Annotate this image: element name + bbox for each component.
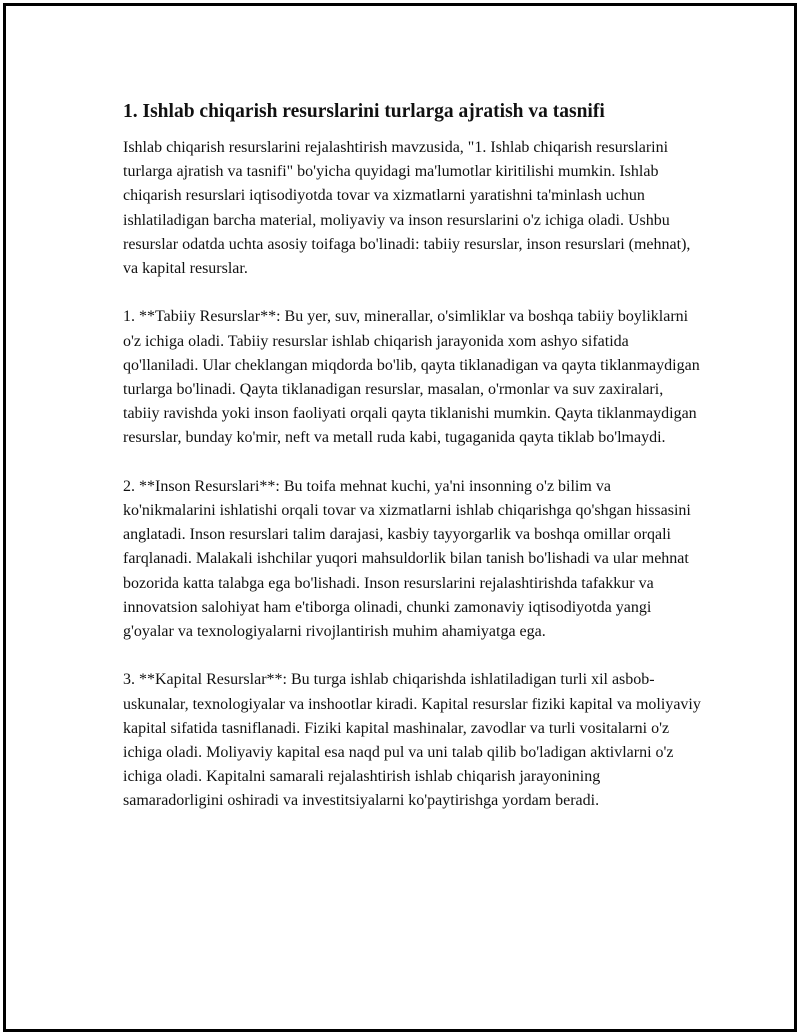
page-frame	[3, 3, 797, 1032]
human-resources-paragraph: 2. **Inson Resurslari**: Bu toifa mehnat kuchi, ya'ni insonning o'z bilim va ko'nikmalarini ishlatishi orqali tovar va xizmatlarni ishlab chiqarishga qo'shgan hissasini anglatadi. Inson resurslari talim darajasi, kasbiy tayyorgarlik va boshqa omillar orqali farqlanadi. Malakali ishchilar yuqori mahsuldorlik bilan tanish bo'lishadi va ular mehnat bozorida katta talabga ega bo'lishadi. Inson resurslarini rejalashtirishda tafakkur va innovatsion salohiyat ham e'tiborga olinadi, chunki zamonaviy iqtisodiyotda yangi g'oyalar va texnologiyalarni rivojlantirish muhim ahamiyatga ega.	[123, 477, 691, 641]
intro-paragraph: Ishlab chiqarish resurslarini rejalashtirish mavzusida, "1. Ishlab chiqarish resurslarini turlarga ajratish va tasnifi" bo'yicha quyidagi ma'lumotlar kiritilishi mumkin. Ishlab chiqarish resurslari iqtisodiyotda tovar va xizmatlarni yaratishni ta'minlash uchun ishlatiladigan barcha material, moliyaviy va inson resurslarini o'z ichiga oladi. Ushbu resurslar odatda uchta asosiy toifaga bo'linadi: tabiiy resurslar, inson resurslari (mehnat), va kapital resurslar.	[123, 139, 691, 278]
page-title: 1. Ishlab chiqarish resurslarini turlarga ajratish va tasnifi	[123, 101, 605, 122]
natural-resources-paragraph: 1. **Tabiiy Resurslar**: Bu yer, suv, minerallar, o'simliklar va boshqa tabiiy boyliklarni o'z ichiga oladi. Tabiiy resurslar ishlab chiqarish jarayonida xom ashyo sifatida qo'llaniladi. Ular cheklangan miqdorda bo'lib, qayta tiklanadigan va qayta tiklanmaydigan turlarga bo'linadi. Qayta tiklanadigan resurslar, masalan, o'rmonlar va suv zaxiralari, tabiiy ravishda yoki inson faoliyati orqali qayta tiklanishi mumkin. Qayta tiklanmaydigan resurslar, bunday ko'mir, neft va metall ruda kabi, tugaganida qayta tiklab bo'lmaydi.	[123, 308, 700, 447]
document-body	[123, 99, 703, 838]
capital-resources-paragraph: 3. **Kapital Resurslar**: Bu turga ishlab chiqarishda ishlatiladigan turli xil asbob-uskunalar, texnologiyalar va inshootlar kiradi. Kapital resurslar fiziki kapital va moliyaviy kapital sifatida tasniflanadi. Fiziki kapital mashinalar, zavodlar va turli vositalarni o'z ichiga oladi. Moliyaviy kapital esa naqd pul va uni talab qilib bo'ladigan aktivlarni o'z ichiga oladi. Kapitalni samarali rejalashtirish ishlab chiqarish jarayonining samaradorligini oshiradi va investitsiyalarni ko'paytirishga yordam beradi.	[123, 671, 701, 810]
